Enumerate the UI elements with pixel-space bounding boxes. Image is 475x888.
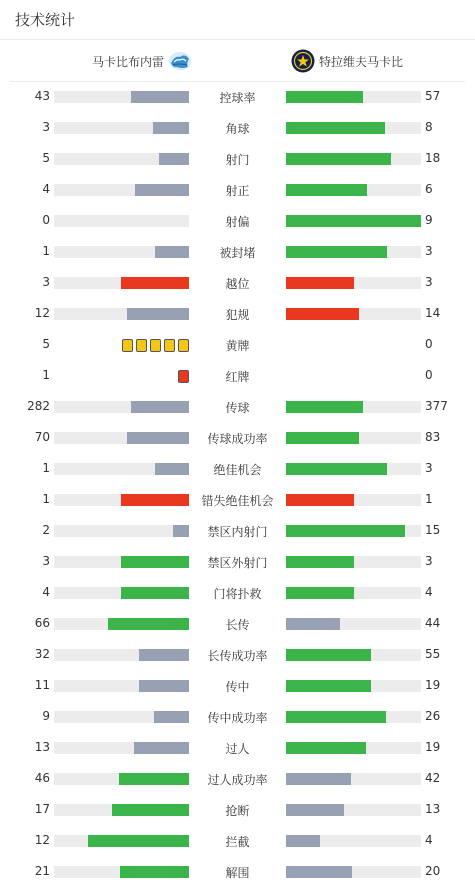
- home-stat-bar-fill: [135, 184, 189, 196]
- away-stat-bar-fill: [286, 835, 320, 847]
- stat-label: 过人: [225, 742, 250, 756]
- yellow-card-icon: [150, 339, 161, 352]
- home-stat-bar: [54, 866, 189, 878]
- away-stat-value: 44: [425, 616, 441, 630]
- stat-row: [0, 112, 475, 143]
- home-stat-bar: [54, 618, 189, 630]
- home-stat-bar: [54, 525, 189, 537]
- stat-row: [0, 81, 475, 112]
- yellow-card-icon: [178, 339, 189, 352]
- away-stat-bar: [286, 246, 421, 258]
- stat-label: 长传: [225, 618, 250, 632]
- yellow-card-icon: [164, 339, 175, 352]
- home-stat-value: 5: [42, 337, 50, 351]
- stat-label: 传中: [225, 680, 250, 694]
- away-stat-bar-fill: [286, 246, 387, 258]
- home-red-cards: [178, 370, 189, 383]
- stat-label: 角球: [225, 122, 250, 136]
- away-stat-value: 0: [425, 337, 433, 351]
- home-stat-value: 46: [34, 771, 50, 785]
- away-stat-bar: [286, 122, 421, 134]
- maccabi-bnei-reineh-crest-icon: [168, 50, 192, 72]
- home-stat-value: 70: [34, 430, 50, 444]
- away-stat-bar-fill: [286, 711, 386, 723]
- away-stat-value: 3: [425, 461, 433, 475]
- away-stat-value: 19: [425, 740, 441, 754]
- away-team-name: 特拉维夫马卡比: [319, 54, 404, 69]
- stat-label: 传球: [225, 401, 250, 415]
- away-stat-bar-fill: [286, 184, 367, 196]
- stat-label: 射门: [225, 153, 250, 167]
- home-stat-value: 4: [42, 182, 50, 196]
- maccabi-tel-aviv-crest-icon: [291, 49, 315, 73]
- away-stat-bar: [286, 866, 421, 878]
- away-stat-value: 13: [425, 802, 441, 816]
- away-stat-bar-fill: [286, 277, 354, 289]
- away-stat-bar: [286, 184, 421, 196]
- home-team[interactable]: [92, 50, 192, 72]
- home-stat-value: 1: [42, 244, 50, 258]
- away-stat-value: 4: [425, 833, 433, 847]
- stat-label: 红牌: [225, 370, 250, 384]
- home-stat-value: 66: [34, 616, 50, 630]
- stat-label: 长传成功率: [207, 649, 268, 663]
- away-stat-value: 9: [425, 213, 433, 227]
- home-stat-bar: [54, 680, 189, 692]
- home-stat-bar: [54, 184, 189, 196]
- stat-row: [0, 329, 475, 360]
- home-stat-bar: [54, 308, 189, 320]
- away-stat-bar: [286, 773, 421, 785]
- away-stat-bar-fill: [286, 153, 391, 165]
- home-stat-bar-fill: [155, 246, 189, 258]
- stat-row: [0, 608, 475, 639]
- home-stat-bar-fill: [139, 680, 189, 692]
- away-stat-value: 42: [425, 771, 441, 785]
- away-stat-bar: [286, 649, 421, 661]
- stat-row: [0, 143, 475, 174]
- home-stat-bar: [54, 91, 189, 103]
- stat-row: [0, 267, 475, 298]
- home-stat-bar: [54, 401, 189, 413]
- away-stat-bar: [286, 215, 421, 227]
- home-stat-bar: [54, 153, 189, 165]
- away-stat-value: 18: [425, 151, 441, 165]
- stat-label: 射偏: [225, 215, 250, 229]
- stat-label: 禁区内射门: [207, 525, 268, 539]
- away-stat-bar: [286, 91, 421, 103]
- home-stat-value: 0: [42, 213, 50, 227]
- red-card-icon: [178, 370, 189, 383]
- away-stat-bar: [286, 153, 421, 165]
- away-stat-value: 55: [425, 647, 441, 661]
- away-stat-bar: [286, 556, 421, 568]
- page-title: 技术统计: [15, 11, 76, 29]
- home-stat-bar-fill: [108, 618, 189, 630]
- away-stat-bar-fill: [286, 618, 340, 630]
- stat-label: 错失绝佳机会: [201, 494, 274, 508]
- away-stat-value: 4: [425, 585, 433, 599]
- stat-row: [0, 422, 475, 453]
- home-stat-bar: [54, 742, 189, 754]
- home-stat-value: 4: [42, 585, 50, 599]
- stat-row: [0, 546, 475, 577]
- stat-row: [0, 236, 475, 267]
- home-stat-bar: [54, 649, 189, 661]
- home-stat-value: 17: [34, 802, 50, 816]
- stat-label: 过人成功率: [207, 773, 268, 787]
- away-stat-value: 57: [425, 89, 441, 103]
- stat-label: 门将扑救: [213, 587, 262, 601]
- away-stat-bar-fill: [286, 773, 351, 785]
- home-stat-bar: [54, 432, 189, 444]
- home-stat-bar-fill: [119, 773, 189, 785]
- away-stat-bar-fill: [286, 680, 371, 692]
- home-stat-bar: [54, 711, 189, 723]
- home-stat-bar-fill: [112, 804, 189, 816]
- stat-label: 控球率: [219, 91, 256, 105]
- home-stat-bar: [54, 804, 189, 816]
- home-stat-value: 3: [42, 275, 50, 289]
- home-stat-bar: [54, 246, 189, 258]
- away-stat-bar: [286, 680, 421, 692]
- home-stat-bar: [54, 773, 189, 785]
- away-stat-value: 14: [425, 306, 441, 320]
- home-stat-bar: [54, 556, 189, 568]
- home-stat-bar-fill: [120, 866, 189, 878]
- away-stat-bar-fill: [286, 308, 359, 320]
- away-stat-value: 3: [425, 275, 433, 289]
- stats-list: [0, 81, 475, 887]
- home-stat-value: 32: [34, 647, 50, 661]
- away-stat-value: 3: [425, 244, 433, 258]
- home-stat-value: 3: [42, 120, 50, 134]
- home-stat-value: 21: [34, 864, 50, 878]
- away-stat-value: 19: [425, 678, 441, 692]
- home-stat-bar: [54, 463, 189, 475]
- away-stat-bar: [286, 277, 421, 289]
- away-stat-value: 377: [425, 399, 448, 413]
- away-stat-bar: [286, 835, 421, 847]
- stat-label: 禁区外射门: [207, 556, 268, 570]
- title-divider: [0, 39, 475, 40]
- home-stat-value: 12: [34, 833, 50, 847]
- away-stat-bar-fill: [286, 556, 354, 568]
- home-stat-value: 13: [34, 740, 50, 754]
- stat-label: 传球成功率: [207, 432, 268, 446]
- home-stat-bar-fill: [131, 401, 189, 413]
- yellow-card-icon: [122, 339, 133, 352]
- stat-row: [0, 639, 475, 670]
- away-stat-bar: [286, 525, 421, 537]
- home-stat-bar-fill: [155, 463, 189, 475]
- away-stat-bar-fill: [286, 401, 363, 413]
- away-stat-value: 6: [425, 182, 433, 196]
- away-stat-bar: [286, 494, 421, 506]
- stat-row: [0, 515, 475, 546]
- away-stat-bar: [286, 742, 421, 754]
- yellow-card-icon: [136, 339, 147, 352]
- stat-row: [0, 391, 475, 422]
- stat-row: [0, 577, 475, 608]
- stat-label: 射正: [225, 184, 250, 198]
- home-stat-bar-fill: [127, 308, 189, 320]
- away-stat-bar: [286, 711, 421, 723]
- home-stat-bar-fill: [127, 432, 189, 444]
- away-stat-value: 20: [425, 864, 441, 878]
- stat-row: [0, 856, 475, 887]
- stat-row: [0, 174, 475, 205]
- away-stat-value: 0: [425, 368, 433, 382]
- stat-label: 解围: [225, 866, 250, 880]
- home-stat-value: 1: [42, 492, 50, 506]
- home-stat-value: 1: [42, 368, 50, 382]
- home-stat-bar-fill: [154, 711, 189, 723]
- home-stat-bar-fill: [121, 494, 189, 506]
- home-stat-bar-fill: [88, 835, 189, 847]
- home-stat-value: 9: [42, 709, 50, 723]
- stat-label: 被封堵: [219, 246, 256, 260]
- stat-label: 黄牌: [225, 339, 250, 353]
- away-stat-bar-fill: [286, 804, 344, 816]
- stat-row: [0, 763, 475, 794]
- home-stat-value: 1: [42, 461, 50, 475]
- away-stat-bar: [286, 587, 421, 599]
- away-stat-bar: [286, 401, 421, 413]
- stat-row: [0, 794, 475, 825]
- away-stat-value: 83: [425, 430, 441, 444]
- stat-label: 抢断: [225, 804, 250, 818]
- stat-row: [0, 360, 475, 391]
- away-stat-bar: [286, 804, 421, 816]
- away-stat-bar-fill: [286, 866, 352, 878]
- home-stat-bar: [54, 277, 189, 289]
- away-stat-bar-fill: [286, 525, 405, 537]
- home-stat-value: 3: [42, 554, 50, 568]
- teams-header: [10, 42, 465, 80]
- home-stat-bar: [54, 122, 189, 134]
- away-stat-bar-fill: [286, 742, 366, 754]
- home-stat-bar-fill: [153, 122, 189, 134]
- away-stat-bar-fill: [286, 122, 385, 134]
- home-stat-value: 5: [42, 151, 50, 165]
- away-stat-bar-fill: [286, 587, 354, 599]
- home-stat-bar-fill: [173, 525, 189, 537]
- home-stat-bar: [54, 494, 189, 506]
- home-stat-value: 282: [27, 399, 50, 413]
- home-stat-bar-fill: [121, 277, 189, 289]
- stat-row: [0, 205, 475, 236]
- away-stat-bar: [286, 463, 421, 475]
- away-stat-bar-fill: [286, 463, 387, 475]
- stat-row: [0, 670, 475, 701]
- away-stat-bar: [286, 308, 421, 320]
- home-stat-bar-fill: [159, 153, 189, 165]
- away-stat-value: 3: [425, 554, 433, 568]
- away-stat-bar-fill: [286, 215, 421, 227]
- away-stat-bar-fill: [286, 91, 363, 103]
- away-stat-value: 15: [425, 523, 441, 537]
- away-stat-bar: [286, 432, 421, 444]
- away-stat-bar-fill: [286, 432, 359, 444]
- home-team-name: 马卡比布内雷: [91, 54, 164, 69]
- home-stat-bar: [54, 835, 189, 847]
- stat-row: [0, 484, 475, 515]
- home-stat-value: 43: [34, 89, 50, 103]
- stat-row: [0, 298, 475, 329]
- home-stat-bar: [54, 587, 189, 599]
- home-stat-bar-fill: [121, 556, 189, 568]
- home-yellow-cards: [122, 339, 189, 352]
- stat-row: [0, 732, 475, 763]
- home-stat-value: 11: [34, 678, 50, 692]
- away-stat-value: 1: [425, 492, 433, 506]
- home-stat-bar-fill: [139, 649, 189, 661]
- home-stat-value: 12: [34, 306, 50, 320]
- stat-label: 越位: [225, 277, 250, 291]
- home-stat-bar-fill: [121, 587, 189, 599]
- stat-label: 传中成功率: [207, 711, 268, 725]
- stat-row: [0, 701, 475, 732]
- away-stat-value: 8: [425, 120, 433, 134]
- away-stat-value: 26: [425, 709, 441, 723]
- away-stat-bar-fill: [286, 649, 371, 661]
- home-stat-bar: [54, 215, 189, 227]
- stat-label: 犯规: [225, 308, 250, 322]
- home-stat-bar-fill: [134, 742, 189, 754]
- stat-row: [0, 453, 475, 484]
- stat-label: 绝佳机会: [213, 463, 262, 477]
- away-stat-bar-fill: [286, 494, 354, 506]
- home-stat-value: 2: [42, 523, 50, 537]
- stat-row: [0, 825, 475, 856]
- away-team[interactable]: [291, 49, 403, 73]
- stat-label: 拦截: [225, 835, 250, 849]
- home-stat-bar-fill: [131, 91, 189, 103]
- away-stat-bar: [286, 618, 421, 630]
